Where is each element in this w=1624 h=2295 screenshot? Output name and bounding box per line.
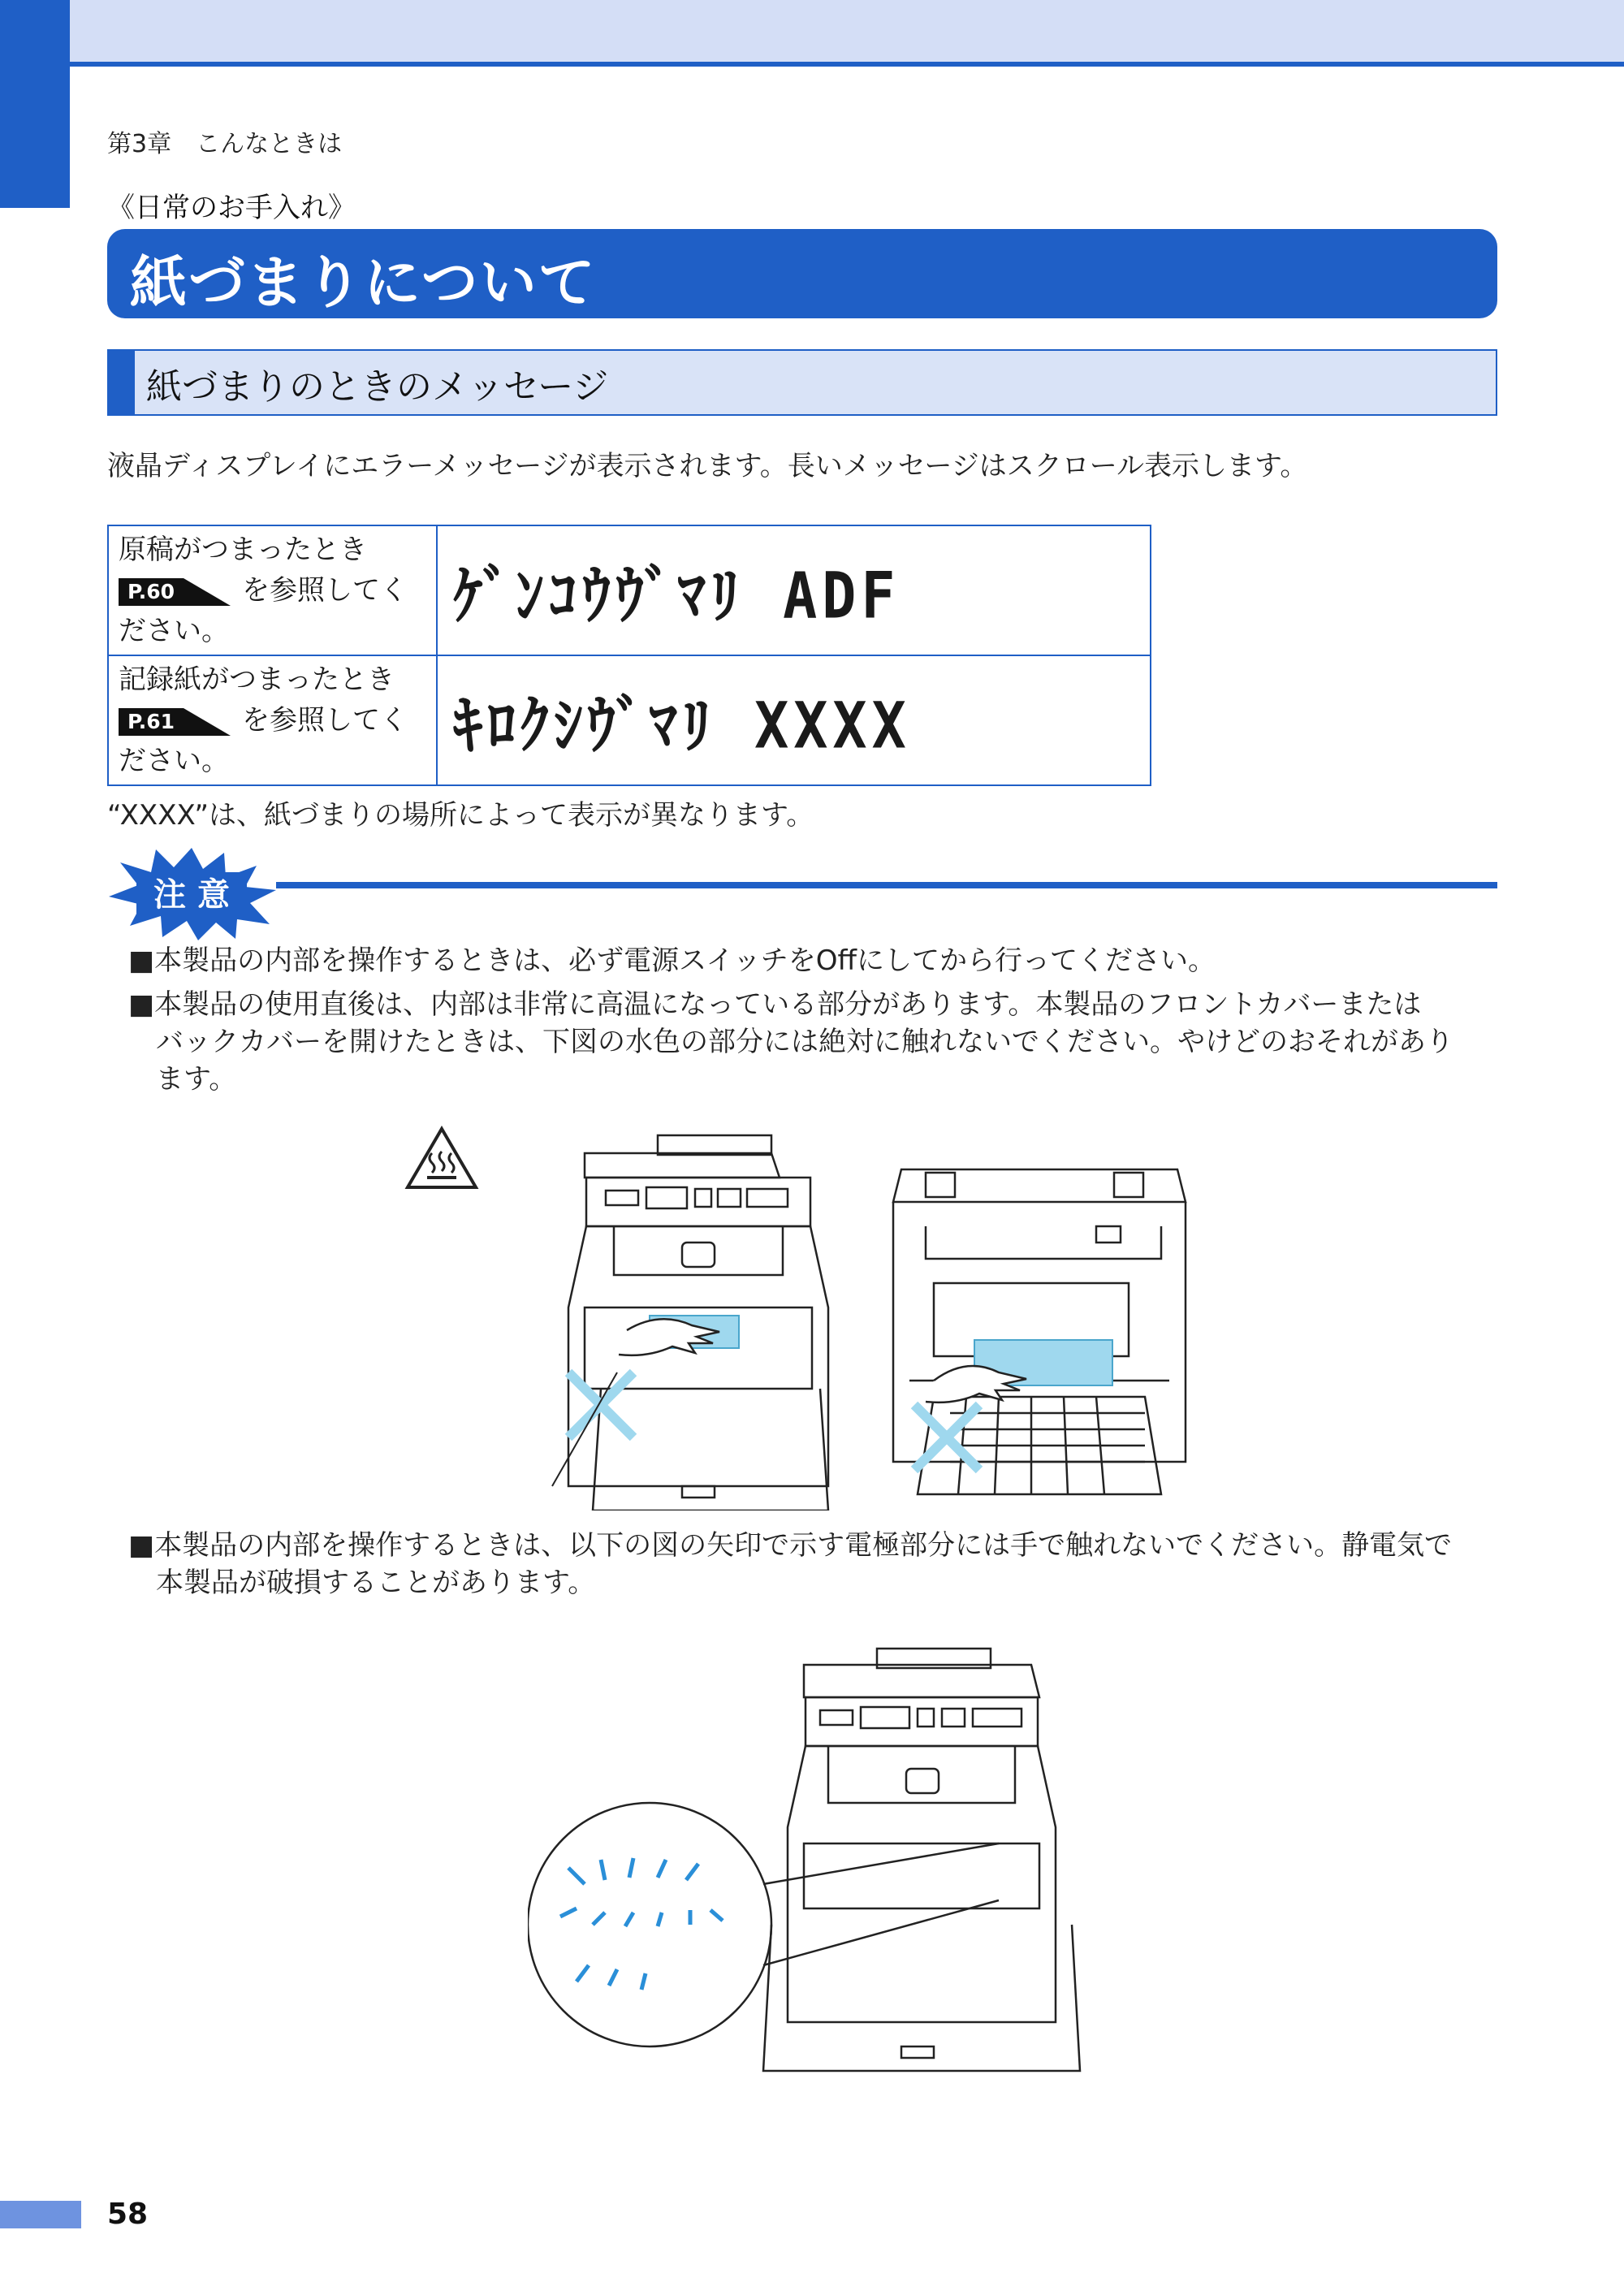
table-row xyxy=(108,525,1151,655)
page-ref-link[interactable]: P.61 xyxy=(119,708,231,736)
header-rule xyxy=(0,62,1624,67)
caution-starburst-icon xyxy=(102,845,281,942)
electrode-arrow-group xyxy=(560,1858,723,1990)
subtitle-accent xyxy=(107,349,135,416)
hot-surface-warning-icon xyxy=(404,1126,479,1191)
table-row xyxy=(108,655,1151,785)
page-ref-arrow-icon xyxy=(184,578,231,606)
note-text: “XXXX”は、紙づまりの場所によって表示が異なります。 xyxy=(107,799,814,832)
caution-bullet: ■本製品の使用直後は、内部は非常に高温になっている部分があります。本製品のフロントカバーまたは バックカバーを開けたときは、下図の水色の部分には絶対に触れないでください。やけどのおそれがあり ます。 xyxy=(128,988,1453,1096)
chapter-tab xyxy=(0,0,70,208)
message-table xyxy=(107,525,1151,786)
section-tag: 《日常のお手入れ》 xyxy=(107,192,356,224)
page-title: 紙づまりについて xyxy=(130,249,597,316)
do-not-touch-x-icon xyxy=(568,1372,633,1437)
page-number: 58 xyxy=(107,2198,149,2231)
chapter-label: 第3章 こんなときは xyxy=(107,130,343,158)
caution-badge-label: 注 意 xyxy=(153,876,230,914)
do-not-touch-x-icon xyxy=(914,1405,979,1470)
lcd-message: ｹﾞﾝｺｳｳﾞﾏﾘ ADF xyxy=(437,517,1151,663)
caution-bullet: ■本製品の内部を操作するときは、必ず電源スイッチをOffにしてから行ってください。 xyxy=(128,944,1216,977)
page-ref-arrow-icon xyxy=(184,708,231,736)
header-band xyxy=(0,0,1624,65)
caution-bullet: ■本製品の内部を操作するときは、以下の図の矢印で示す電極部分には手で触れないでください。静電気で 本製品が破損することがあります。 xyxy=(128,1529,1453,1599)
message-description: 記録紙がつまったとき P.61 を参照してく ださい。 xyxy=(108,655,437,785)
intro-text: 液晶ディスプレイにエラーメッセージが表示されます。長いメッセージはスクロール表示します。 xyxy=(107,450,1308,482)
message-description: 原稿がつまったとき P.60 を参照してく ださい。 xyxy=(108,525,437,655)
lcd-message: ｷﾛｸｼｳﾞﾏﾘ XXXX xyxy=(437,647,1151,793)
page-ref-link[interactable]: P.60 xyxy=(119,578,231,606)
printer-front-open-illustration xyxy=(536,1129,861,1511)
printer-electrode-illustration xyxy=(528,1640,1096,2095)
subtitle: 紙づまりのときのメッセージ xyxy=(146,366,609,408)
printer-back-open-illustration xyxy=(885,1137,1194,1511)
caution-rule xyxy=(276,882,1497,888)
page-number-bar xyxy=(0,2201,81,2228)
